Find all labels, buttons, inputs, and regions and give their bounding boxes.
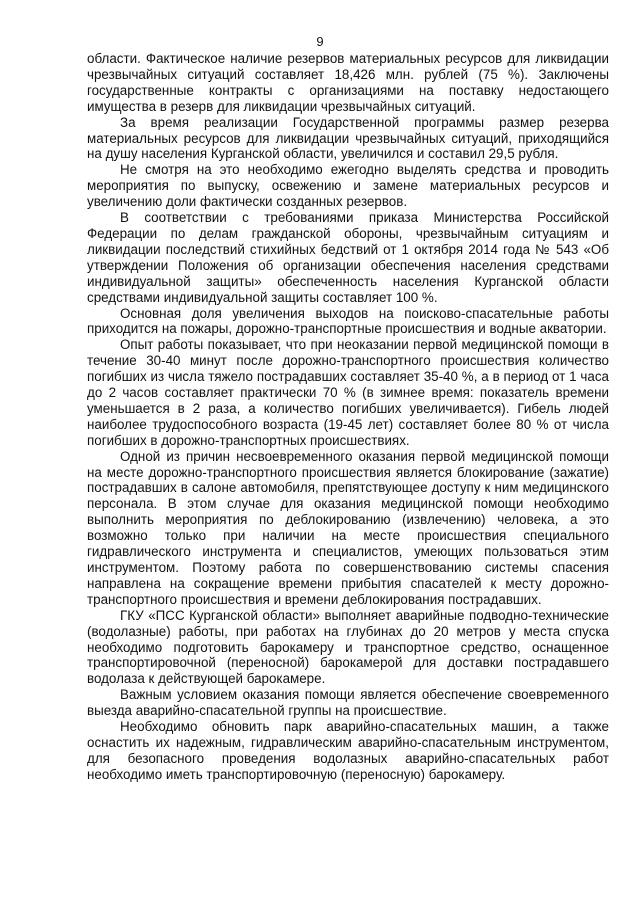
page-number: 9 bbox=[316, 34, 324, 49]
paragraph-diving-works: ГКУ «ПСС Курганской области» выполняет аварийные подводно-технические (водолазные) работы, при работах на глубинах до 20 метров у места спуска необходимо подготовить барокамеру и транспортное средство, оснащенное транспортировочной (переносной) барокамерой для доставки пострадавшего водолаза к действующей барокамере. bbox=[87, 607, 609, 687]
paragraph-rescue-operations: Основная доля увеличения выходов на поисково-спасательные работы приходится на пожары, дорожно-транспортные происшествия и водные акватории. bbox=[87, 305, 609, 337]
paragraph-timely-departure: Важным условием оказания помощи является обеспечение своевременного выезда аварийно-спасательной группы на происшествие. bbox=[87, 687, 609, 719]
paragraph-fleet-renewal: Необходимо обновить парк аварийно-спасательных машин, а также оснастить их надежным, гидравлическим аварийно-спасательным инструментом, для безопасного проведения водолазных аварийно-спасательных работ необходимо иметь транспортировочную (переносную) барокамеру. bbox=[87, 719, 609, 782]
paragraph-annual-funding: Не смотря на это необходимо ежегодно выделять средства и проводить мероприятия по выпуску, освежению и замене материальных ресурсов и увеличению доли фактически созданных резервов. bbox=[87, 162, 609, 210]
document-body bbox=[87, 51, 609, 783]
paragraph-first-aid-experience: Опыт работы показывает, что при неоказании первой медицинской помощи в течение 30-40 минут после дорожно-транспортного происшествия количество погибших из числа тяжело пострадавших составляет 35-40 %, а в период от 1 часа до 2 часов составляет практически 70 % (в зимнее время: показатель времени уменьшается в 2 раза, а количество погибших увеличивается). Гибель людей наиболее трудоспособного возраста (19-45 лет) составляет более 80 % от числа погибших в дорожно-транспортных происшествиях. bbox=[87, 337, 609, 448]
paragraph-protection-provision: В соответствии с требованиями приказа Министерства Российской Федерации по делам гражданской обороны, чрезвычайным ситуациям и ликвидации последствий стихийных бедствий от 1 октября 2014 года № 543 «Об утверждении Положения об организации обеспечения населения средствами индивидуальной защиты» обеспеченность населения Курганской области средствами индивидуальной защиты составляет 100 %. bbox=[87, 210, 609, 305]
paragraph-deblocking: Одной из причин несвоевременного оказания первой медицинской помощи на месте дорожно-транспортного происшествия является блокирование (зажатие) пострадавших в салоне автомобиля, препятствующее доступу к ним медицинского персонала. В этом случае для оказания медицинской помощи необходимо выполнить мероприятия по деблокированию (извлечению) человека, а это возможно только при наличии на месте происшествия специального гидравлического инструмента и специалистов, умеющих пользоваться этим инструментом. Поэтому работа по совершенствованию системы спасения направлена на сокращение времени прибытия спасателей к месту дорожно-транспортного происшествия и времени деблокирования пострадавших. bbox=[87, 448, 609, 607]
paragraph-reserves-status: области. Фактическое наличие резервов материальных ресурсов для ликвидации чрезвычайных ситуаций составляет 18,426 млн. рублей (75 %). Заключены государственные контракты с организациями на поставку недостающего имущества в резерв для ликвидации чрезвычайных ситуаций. bbox=[87, 51, 609, 114]
paragraph-reserve-per-capita: За время реализации Государственной программы размер резерва материальных ресурсов для ликвидации чрезвычайных ситуаций, приходящийся на душу населения Курганской области, увеличился и составил 29,5 рубля. bbox=[87, 114, 609, 162]
